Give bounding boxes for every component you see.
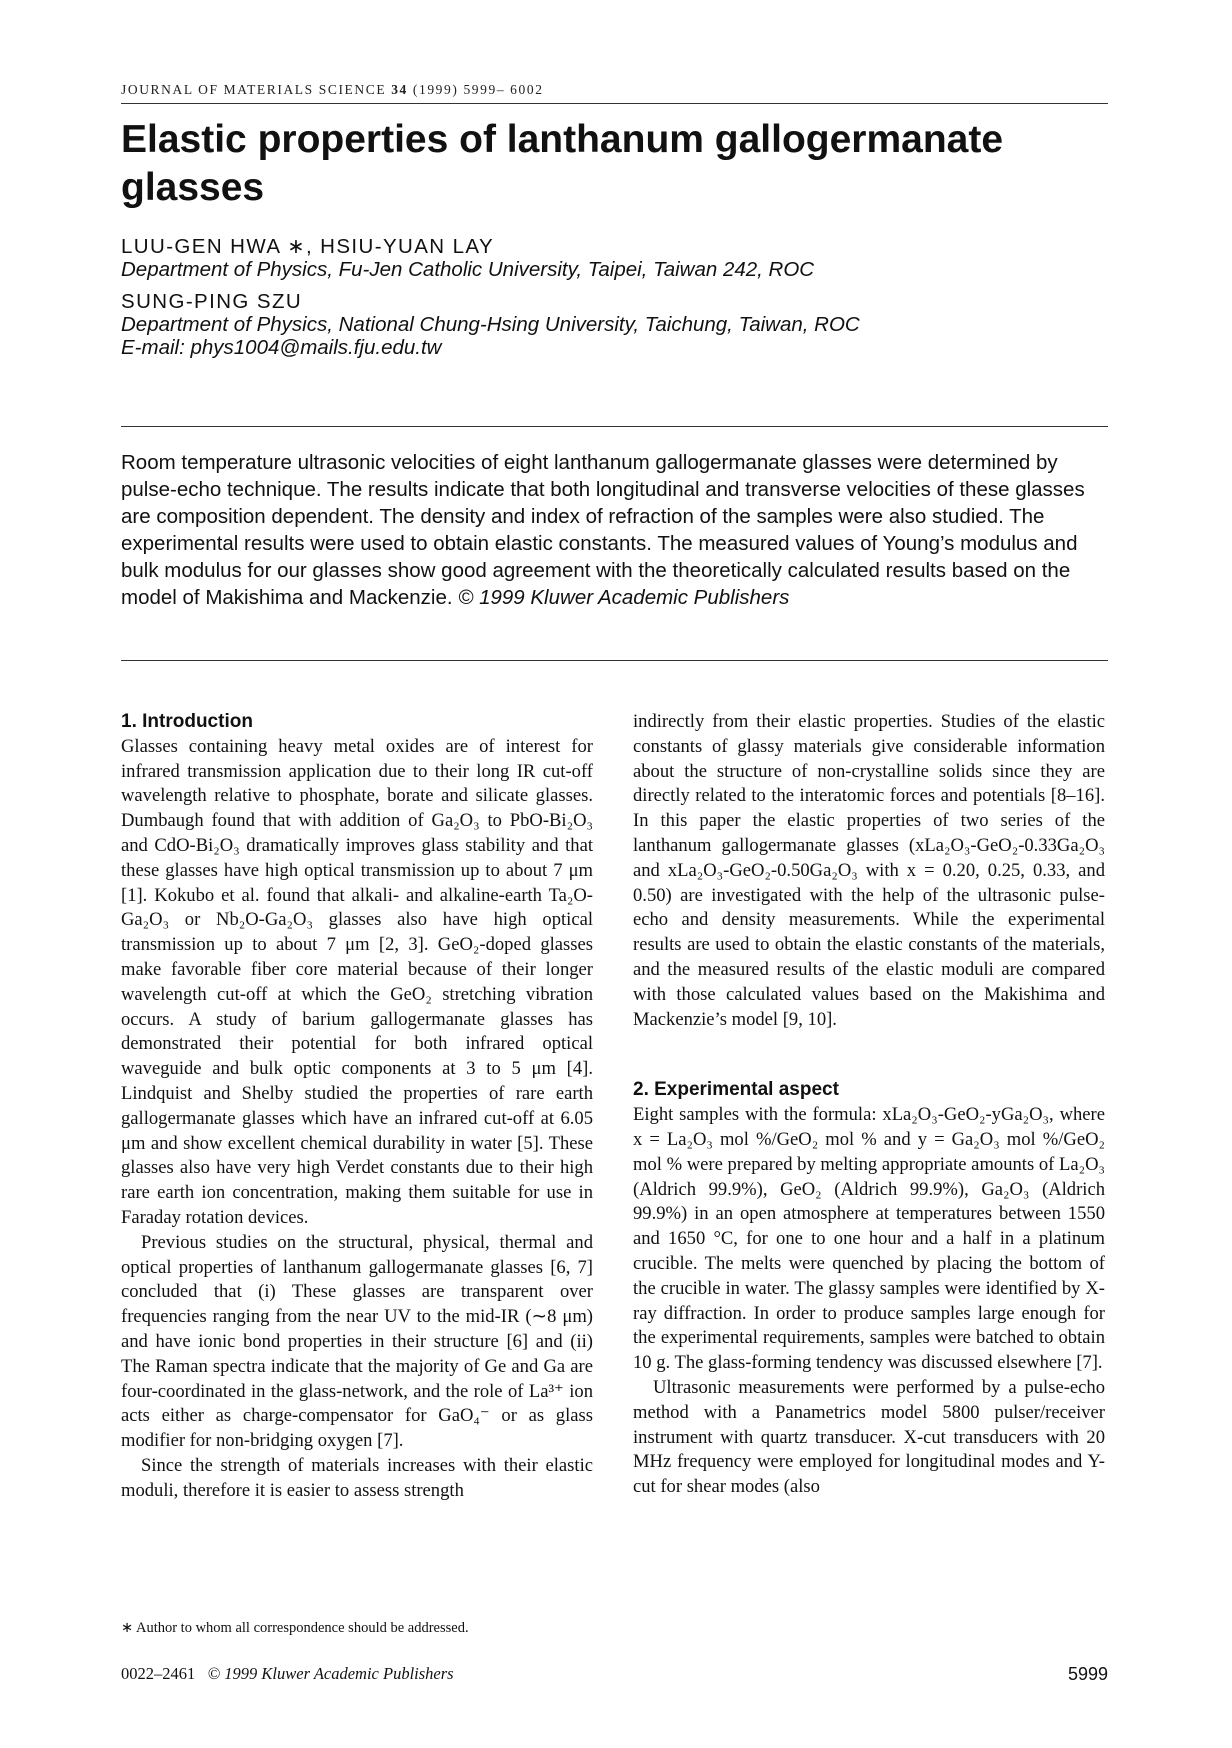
affiliation-2: Department of Physics, National Chung-Hsing University, Taichung, Taiwan, ROC: [121, 313, 860, 336]
abstract-rule-top: [121, 426, 1108, 427]
header-rule: [121, 103, 1108, 104]
intro-paragraph-3: Since the strength of materials increases with their elastic moduli, therefore it is easier to assess strength: [121, 1454, 593, 1501]
footer-left: [121, 1664, 454, 1684]
footnote: ∗ Author to whom all correspondence should be addressed.: [121, 1620, 469, 1636]
journal-pages: 5999– 6002: [463, 82, 544, 97]
affiliation-1: Department of Physics, Fu-Jen Catholic University, Taipei, Taiwan 242, ROC: [121, 258, 815, 281]
intro-paragraph-1: Glasses containing heavy metal oxides are of interest for infrared transmission application due to their long IR cut-off wavelength relative to phosphate, borate and silicate glasses. Dumbaugh found that with addition of Ga₂O₃ to PbO-Bi₂O₃ and CdO-Bi₂O₃ dramatically improves glass stability and that these glasses have high optical transmission up to about 7 μm [1]. Kokubo et al. found that alkali- and alkaline-earth Ta₂O-Ga₂O₃ or Nb₂O-Ga₂O₃ glasses also have high optical transmission up to about 7 μm [2, 3]. GeO₂-doped glasses make favorable fiber core material because of their longer wavelength cut-off at which the GeO₂ stretching vibration occurs. A study of barium gallogermanate glasses has demonstrated their potential for both infrared optical waveguide and bulk optic components at 3 to 5 μm [4]. Lindquist and Shelby studied the properties of rare earth gallogermanate glasses which have an infrared cut-off at 6.05 μm and show excellent chemical durability in water [5]. These glasses also have very high Verdet constants due to their high rare earth ion concentration, making them suitable for use in Faraday rotation devices.: [121, 735, 593, 1228]
footer-issn: 0022–2461: [121, 1664, 196, 1683]
abstract: [121, 449, 1108, 611]
experimental-paragraph-2: Ultrasonic measurements were performed by a pulse-echo method with a Panametrics model 5800 pulser/receiver instrument with quartz transducer. X-cut transducers with 20 MHz frequency were employed for longitudinal modes and Y-cut for shear modes (also: [633, 1376, 1105, 1498]
experimental-paragraph-1: Eight samples with the formula: xLa₂O₃-GeO₂-yGa₂O₃, where x = La₂O₃ mol %/GeO₂ mol % and y = Ga₂O₃ mol %/GeO₂ mol % were prepared by melting appropriate amounts of La₂O₃ (Aldrich 99.9%), GeO₂ (Aldrich 99.9%), Ga₂O₃ (Aldrich 99.9%) in an open atmosphere at temperatures between 1550 and 1650 °C, for one to one hour and a half in a platinum crucible. The melts were quenched by placing the bottom of the crucible in water. The glassy samples were identified by X-ray diffraction. In order to produce samples large enough for the experimental requirements, samples were batched to obtain 10 g. The glass-forming tendency was discussed elsewhere [7].: [633, 1104, 1105, 1374]
paper-page: [121, 0, 1108, 1748]
footer-copyright: © 1999 Kluwer Academic Publishers: [207, 1664, 454, 1683]
author-email: E-mail: phys1004@mails.fju.edu.tw: [121, 336, 442, 359]
left-column: [121, 710, 593, 1504]
abstract-copyright: © 1999 Kluwer Academic Publishers: [458, 586, 790, 609]
section-heading-introduction: 1. Introduction: [121, 711, 253, 732]
section-heading-experimental: 2. Experimental aspect: [633, 1079, 839, 1101]
intro-paragraph-2: Previous studies on the structural, physical, thermal and optical properties of lanthanum gallogermanate glasses [6, 7] concluded that (i) These glasses are transparent over frequencies ranging from the near UV to the mid-IR (∼8 μm) and have ionic bond properties in their structure [6] and (ii) The Raman spectra indicate that the majority of Ge and Ga are four-coordinated in the glass-network, and the role of La³⁺ ion acts either as charge-compensator for GaO₄⁻ or as glass modifier for non-bridging oxygen [7].: [121, 1231, 593, 1452]
abstract-text: Room temperature ultrasonic velocities of eight lanthanum gallogermanate glasses were determined by pulse-echo technique. The results indicate that both longitudinal and transverse velocities of these glasses are composition dependent. The density and index of refraction of the samples were also studied. The experimental results were used to obtain elastic constants. The measured values of Young’s modulus and bulk modulus for our glasses show good agreement with the theoretically calculated results based on the model of Makishima and Mackenzie.: [121, 451, 1085, 609]
intro-paragraph-3-continued: indirectly from their elastic properties. Studies of the elastic constants of glassy materials give considerable information about the structure of non-crystalline solids since they are directly related to the interatomic forces and potentials [8–16]. In this paper the elastic properties of two series of the lanthanum gallogermanate glasses (xLa₂O₃-GeO₂-0.33Ga₂O₃ and xLa₂O₃-GeO₂-0.50Ga₂O₃ with x = 0.20, 0.25, 0.33, and 0.50) are investigated with the help of the ultrasonic pulse-echo and density measurements. While the experimental results are used to obtain the elastic constants of the materials, and the measured results of the elastic moduli are compared with those calculated values based on the Makishima and Mackenzie’s model [9, 10].: [633, 711, 1105, 1030]
journal-header: [121, 82, 544, 98]
journal-name: JOURNAL OF MATERIALS SCIENCE: [121, 82, 387, 97]
abstract-rule-bottom: [121, 660, 1108, 661]
journal-year: (1999): [412, 82, 459, 97]
journal-volume: 34: [391, 82, 408, 97]
authors-line-2: SUNG-PING SZU: [121, 290, 303, 313]
authors-line-1: LUU-GEN HWA ∗, HSIU-YUAN LAY: [121, 235, 495, 258]
right-column: [633, 710, 1105, 1500]
page-number: 5999: [1067, 1664, 1108, 1684]
paper-title: Elastic properties of lanthanum gallogermanate glasses: [121, 118, 1004, 209]
